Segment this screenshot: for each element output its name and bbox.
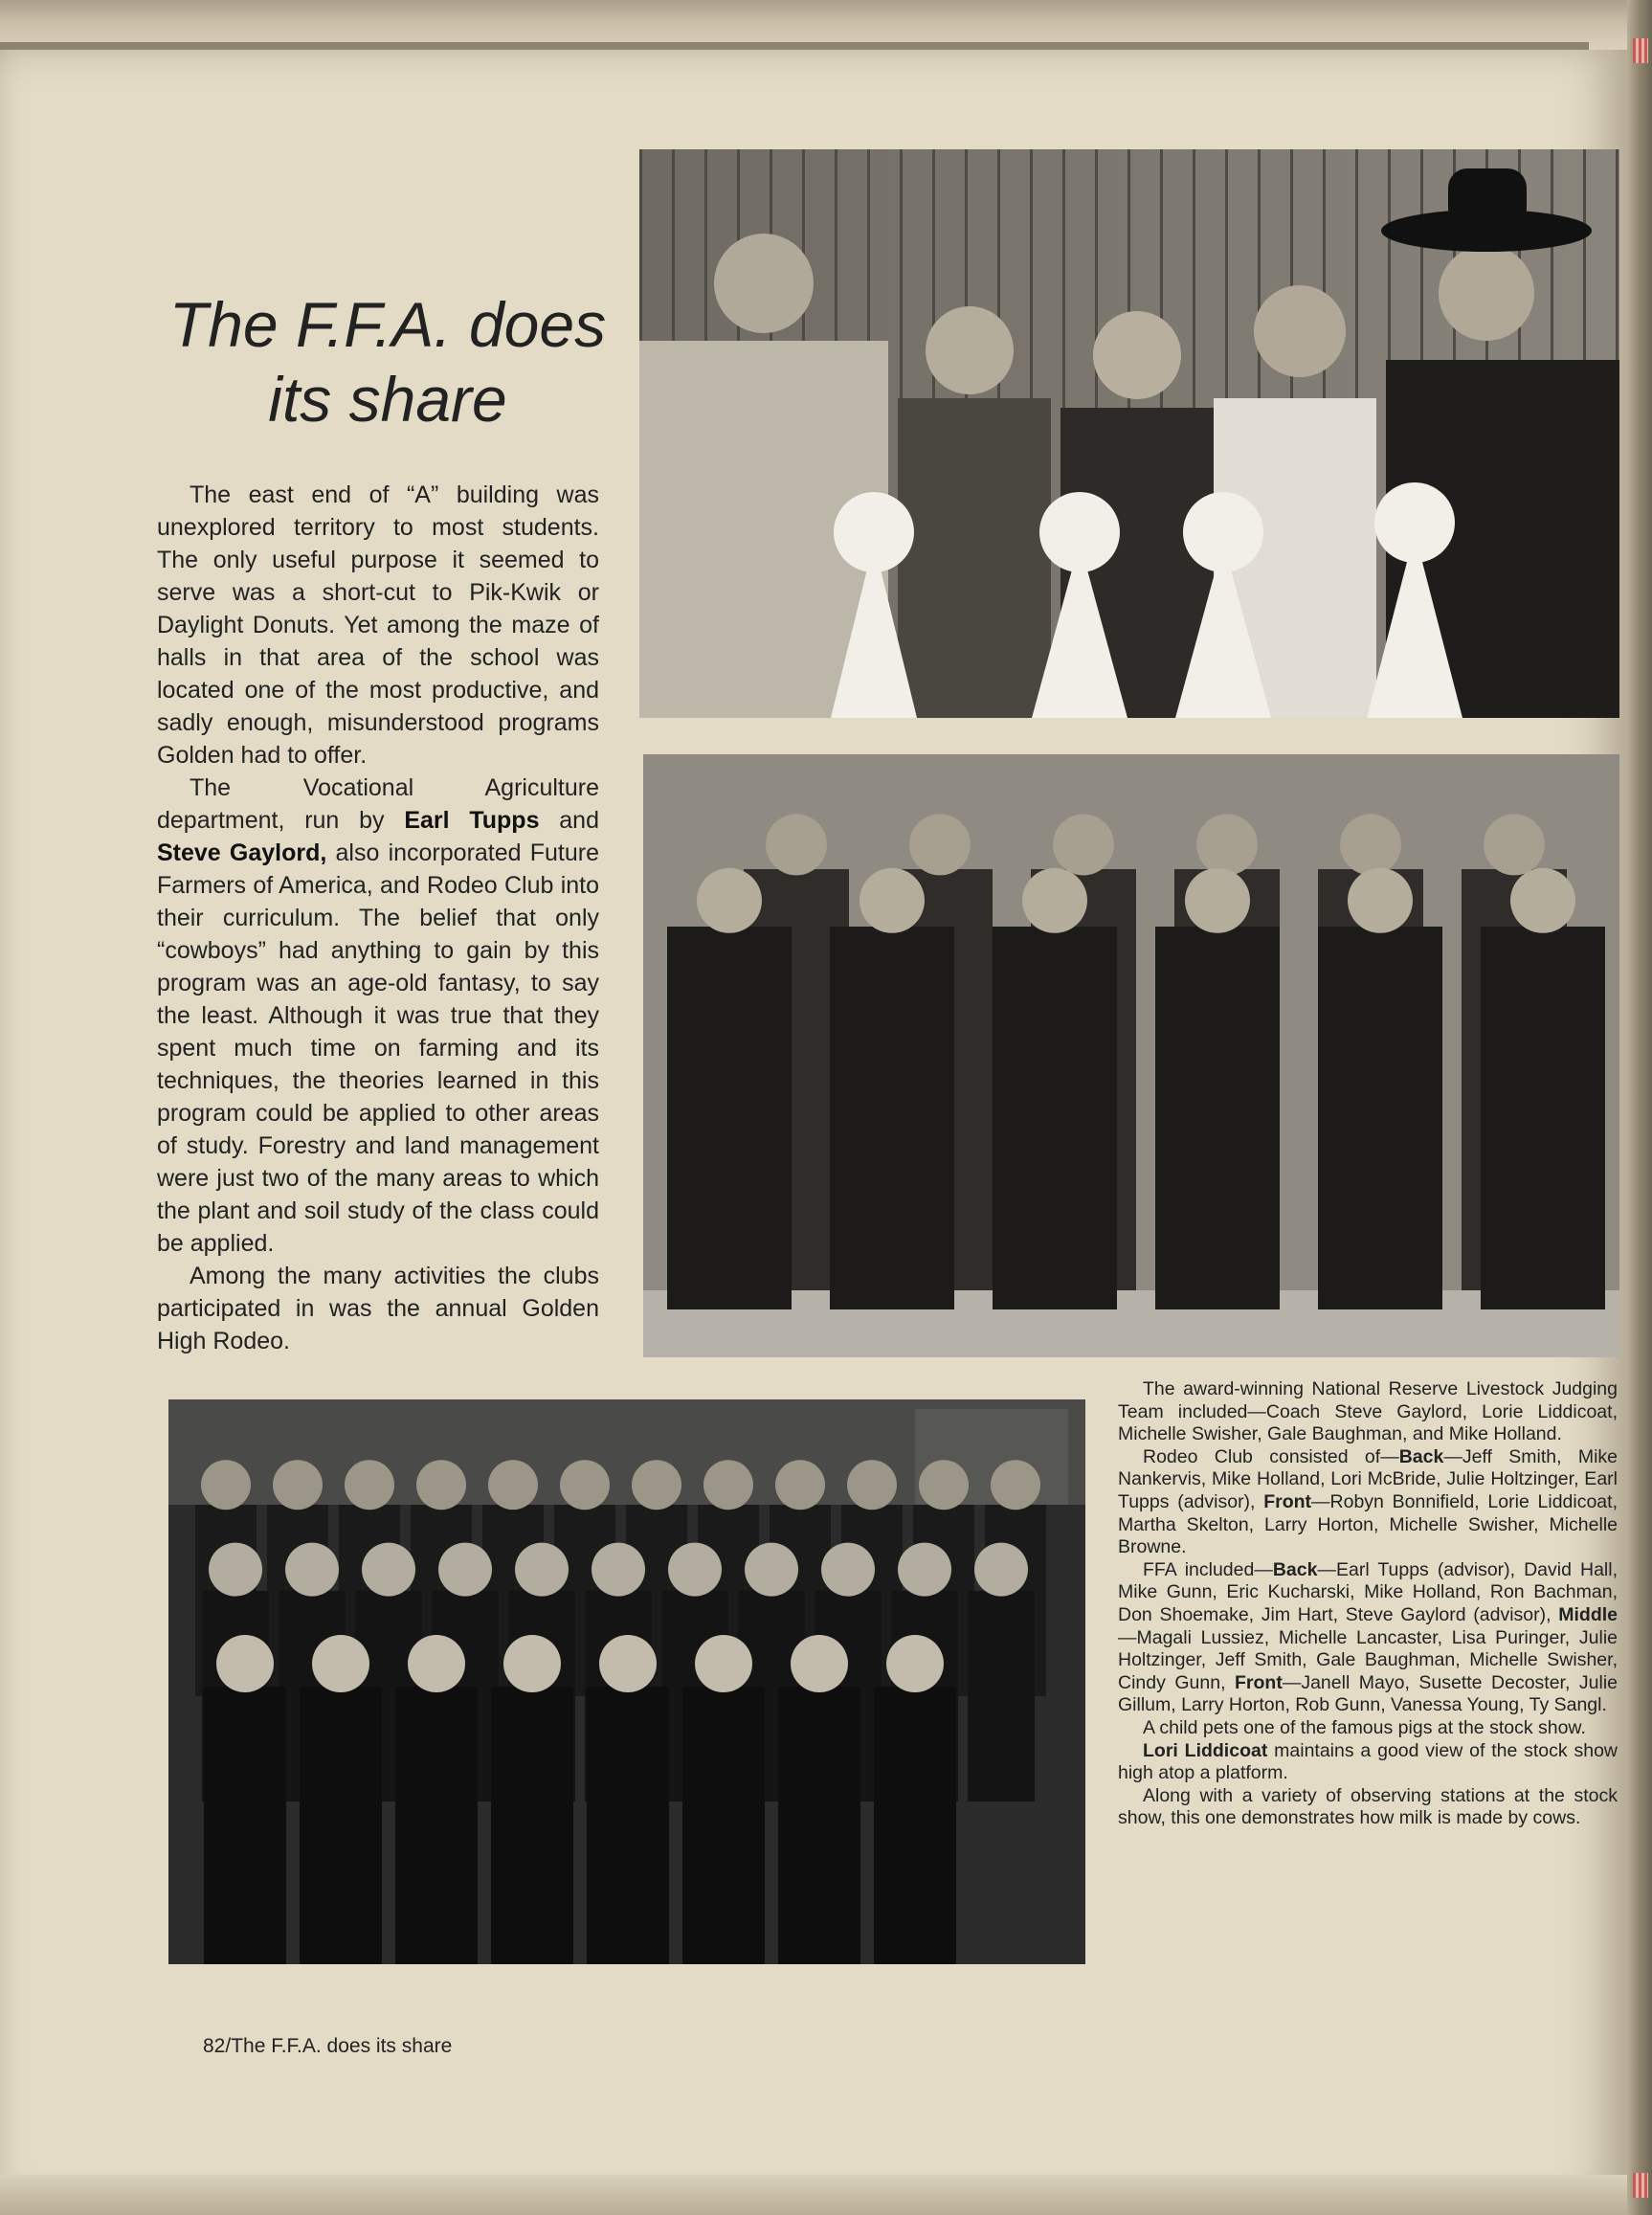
- bold-name: Front: [1235, 1671, 1283, 1693]
- bold-name: Lori Liddicoat: [1143, 1739, 1268, 1761]
- text-run: —Earl Tupps (advisor), David Hall, Mike Gunn, Eric Kucharski, Mike Holland, Ron Bachman, Don Shoemake, Jim Hart, Steve Gaylord (advisor),: [1118, 1558, 1618, 1625]
- article-body: [157, 479, 599, 1357]
- photo-rodeo-club: [643, 754, 1619, 1357]
- page-title: The F.F.A. does its share: [168, 289, 607, 435]
- article-paragraph: [157, 772, 599, 1260]
- article-paragraph: [157, 479, 599, 772]
- bold-name: Back: [1272, 1558, 1318, 1580]
- text-run: Along with a variety of observing stations at the stock show, this one demonstrates how milk is made by cows.: [1118, 1784, 1618, 1829]
- bold-name: Back: [1398, 1445, 1444, 1467]
- text-run: —Magali Lussiez, Michelle Lancaster, Lisa Puringer, Julie Holtzinger, Jeff Smith, Gale Baughman, Michelle Swisher, Cindy Gunn,: [1118, 1626, 1618, 1693]
- photo-judging-team: [639, 149, 1619, 718]
- binding-line: [0, 42, 1589, 50]
- caption-paragraph: [1118, 1740, 1618, 1785]
- text-run: and: [539, 807, 599, 834]
- bold-name: Earl Tupps: [404, 807, 540, 834]
- text-run: Rodeo Club consisted of—: [1143, 1445, 1399, 1467]
- text-run: The east end of “A” building was unexplored territory to most students. The only useful purpose it seemed to serve was a short-cut to Pik-Kwik or Daylight Donuts. Yet among the maze of halls in that area of the school was located one of the most productive, and sadly enough, misunderstood programs Golden had to offer.: [157, 481, 599, 769]
- photo-captions: [1118, 1378, 1618, 1830]
- text-run: —Jeff Smith, Mike Nankervis, Mike Holland, Lori McBride, Julie Holtzinger, Earl Tupps (advisor),: [1118, 1445, 1618, 1512]
- text-run: —Janell Mayo, Susette Decoster, Julie Gillum, Larry Horton, Rob Gunn, Vanessa Young, Ty Sangl.: [1118, 1671, 1619, 1716]
- bold-name: Steve Gaylord,: [157, 839, 327, 866]
- text-run: A child pets one of the famous pigs at the stock show.: [1143, 1716, 1586, 1738]
- text-run: Among the many activities the clubs participated in was the annual Golden High Rodeo.: [157, 1263, 599, 1354]
- text-run: The Vocational Agriculture department, run by: [157, 774, 599, 834]
- bold-name: Middle: [1558, 1603, 1618, 1625]
- caption-paragraph: [1118, 1559, 1618, 1717]
- text-run: FFA included—: [1143, 1558, 1273, 1580]
- spine-mark-bottom: [1633, 2173, 1648, 2198]
- text-run: The award-winning National Reserve Livestock Judging Team included—Coach Steve Gaylord, Lorie Liddicoat, Michelle Swisher, Gale Baughman, and Mike Holland.: [1118, 1378, 1618, 1445]
- text-run: also incorporated Future Farmers of America, and Rodeo Club into their curriculum. The belief that only “cowboys” had anything to gain by this program was an age-old fantasy, to say the least. Although it was true that they spent much time on farming and its techniques, the theories learned in this program could be applied to other areas of study. Forestry and land management were just two of the many areas to which the plant and soil study of the class could be applied.: [157, 839, 599, 1257]
- page-bottom-edge: [0, 2175, 1627, 2215]
- caption-paragraph: [1118, 1785, 1618, 1830]
- article-paragraph: [157, 1260, 599, 1357]
- book-spine: [1627, 0, 1652, 2215]
- caption-paragraph: [1118, 1717, 1618, 1740]
- text-run: maintains a good view of the stock show high atop a platform.: [1118, 1739, 1619, 1784]
- photo-ffa-group: [168, 1399, 1085, 1964]
- caption-paragraph: [1118, 1446, 1618, 1559]
- spine-mark-top: [1633, 38, 1648, 63]
- page-footer: 82/The F.F.A. does its share: [203, 2035, 453, 2057]
- text-run: —Robyn Bonnifield, Lorie Liddicoat, Martha Skelton, Larry Horton, Michelle Swisher, Michelle Browne.: [1118, 1490, 1618, 1558]
- bold-name: Front: [1263, 1490, 1312, 1512]
- caption-paragraph: [1118, 1378, 1618, 1446]
